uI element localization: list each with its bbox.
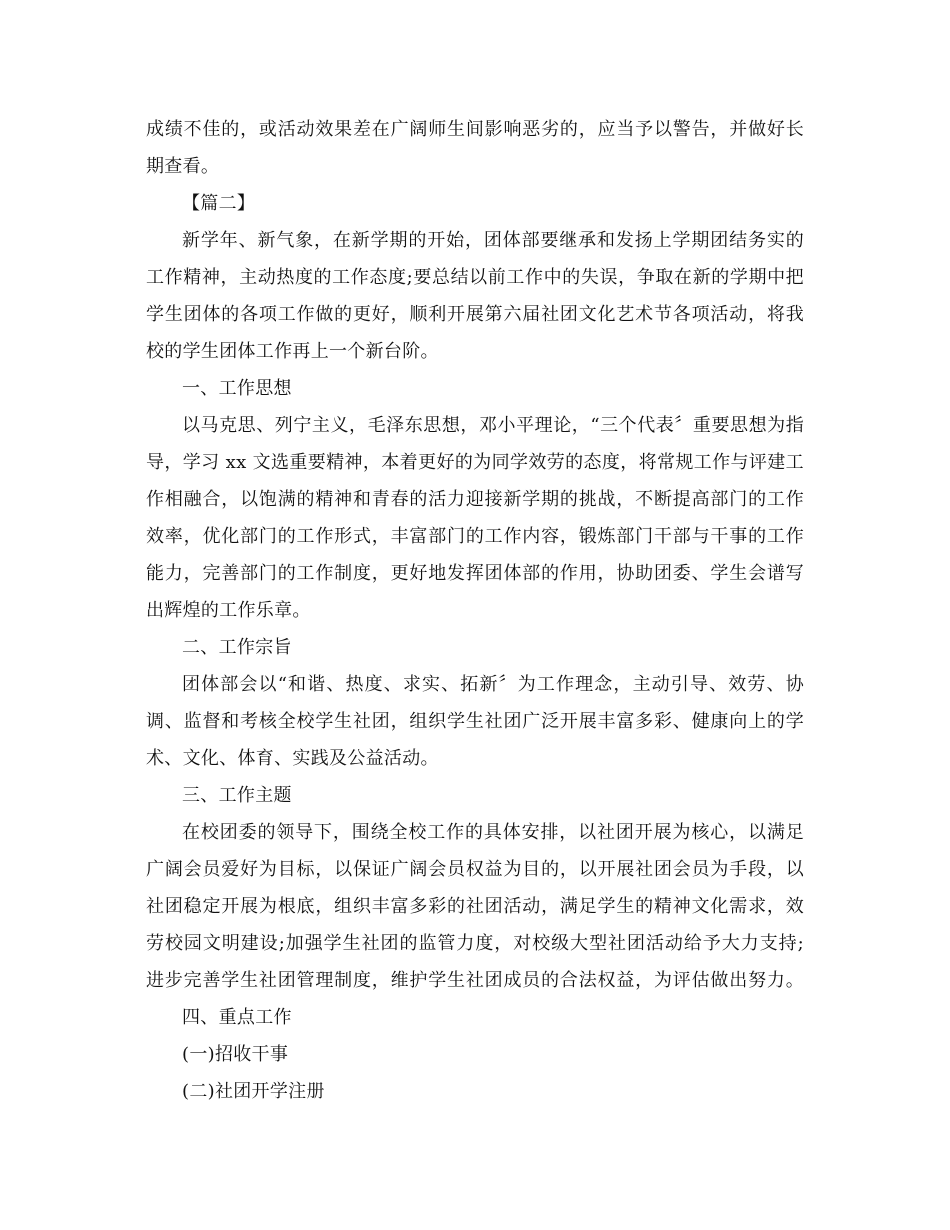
text-line: 期查看。	[146, 156, 220, 177]
section-heading: 二、工作宗旨	[182, 637, 292, 658]
text-line: 进步完善学生社团管理制度，维护学生社团成员的合法权益，为评估做出努力。	[146, 970, 804, 991]
text-line: 导，学习 xx 文选重要精神，本着更好的为同学效劳的态度，将常规工作与评建工	[146, 452, 804, 473]
text-line: 广阔会员爱好为目标，以保证广阔会员权益为目的，以开展社团会员为手段，以	[146, 859, 804, 880]
text-line: 能力，完善部门的工作制度，更好地发挥团体部的作用，协助团委、学生会谱写	[146, 563, 804, 584]
text-line: 成绩不佳的，或活动效果差在广阔师生间影响恶劣的，应当予以警告，并做好长	[146, 119, 804, 140]
text-line: 出辉煌的工作乐章。	[146, 600, 311, 621]
text-line: 学生团体的各项工作做的更好，顺利开展第六届社团文化艺术节各项活动，将我	[146, 304, 804, 325]
text-line: 调、监督和考核全校学生社团，组织学生社团广泛开展丰富多彩、健康向上的学	[146, 711, 804, 732]
text-line: 团体部会以“和谐、热度、求实、拓新〞为工作理念，主动引导、效劳、协	[182, 674, 804, 695]
text-line: 校的学生团体工作再上一个新台阶。	[146, 341, 439, 362]
text-line: 劳校园文明建设;加强学生社团的监管力度，对校级大型社团活动给予大力支持;	[146, 933, 804, 954]
text-line: 工作精神，主动热度的工作态度;要总结以前工作中的失误，争取在新的学期中把	[146, 267, 804, 288]
text-line: 社团稳定开展为根底，组织丰富多彩的社团活动，满足学生的精神文化需求，效	[146, 896, 804, 917]
list-item: (二)社团开学注册	[182, 1081, 325, 1102]
text-line: 效率，优化部门的工作形式，丰富部门的工作内容，锻炼部门干部与干事的工作	[146, 526, 804, 547]
document-page	[146, 0, 806, 1230]
text-line: 以马克思、列宁主义，毛泽东思想，邓小平理论，“三个代表〞重要思想为指	[182, 415, 804, 436]
section-heading: 一、工作思想	[182, 378, 292, 399]
text-line: 作相融合，以饱满的精神和青春的活力迎接新学期的挑战，不断提高部门的工作	[146, 489, 804, 510]
list-item: (一)招收干事	[182, 1044, 289, 1065]
section-heading: 三、工作主题	[182, 785, 292, 806]
text-line: 在校团委的领导下，围绕全校工作的具体安排，以社团开展为核心，以满足	[182, 822, 804, 843]
text-line: 术、文化、体育、实践及公益活动。	[146, 748, 439, 769]
text-line: 新学年、新气象，在新学期的开始，团体部要继承和发扬上学期团结务实的	[182, 230, 804, 251]
section-heading: 四、重点工作	[182, 1007, 292, 1028]
section-heading: 【篇二】	[182, 193, 256, 214]
